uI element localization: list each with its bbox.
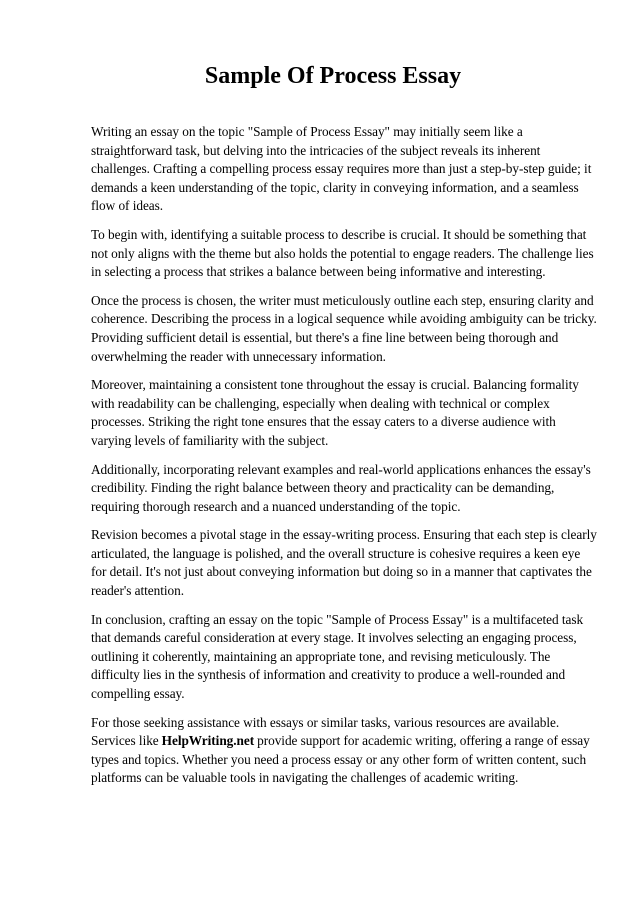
helpwriting-link[interactable]: HelpWriting.net — [161, 733, 255, 749]
closing-text-before-link: For those seeking assistance with essays or similar tasks, various resources are available. Services like — [91, 714, 560, 749]
paragraph-closing — [91, 714, 597, 788]
paragraph-tone: Moreover, maintaining a consistent tone throughout the essay is crucial. Balancing formality with readability can be challenging, especially when dealing with technical or complex processes. Striking the right tone ensures that the essay caters to a diverse audience with varying levels of familiarity with the subject. — [91, 377, 579, 448]
document-title: Sample Of Process Essay — [204, 63, 462, 89]
paragraph-conclusion: In conclusion, crafting an essay on the topic "Sample of Process Essay" is a multifaceted task that demands careful consideration at every stage. It involves selecting an engaging process, outlining it coherently, maintaining an appropriate tone, and revising meticulously. The difficulty lies in the synthesis of information and creativity to produce a well-rounded and compelling essay. — [91, 611, 584, 702]
paragraph-outlining-steps: Once the process is chosen, the writer must meticulously outline each step, ensuring clarity and coherence. Describing the process in a logical sequence while avoiding ambiguity can be tricky. Providing sufficient detail is essential, but there's a fine line between being thorough and overwhelming the reader with unnecessary information. — [91, 292, 597, 364]
paragraph-examples: Additionally, incorporating relevant examples and real-world applications enhances the essay's credibility. Finding the right balance between theory and practicality can be demanding, requiring thorough research and a nuanced understanding of the topic. — [91, 461, 591, 514]
paragraph-choosing-process: To begin with, identifying a suitable process to describe is crucial. It should be something that not only aligns with the theme but also holds the potential to engage readers. The challenge lies in selecting a process that strikes a balance between being informative and interesting. — [91, 226, 594, 280]
paragraph-revision: Revision becomes a pivotal stage in the essay-writing process. Ensuring that each step is clearly articulated, the language is polished, and the overall structure is cohesive requires a keen eye for detail. It's not just about conveying information but doing so in a manner that captivates the reader's attention. — [91, 527, 597, 599]
closing-text-after-link: provide support for academic writing, offering a range of essay types and topics. Whether you need a process essay or any other form of written content, such platforms can be valuable tools in navigating the challenges of academic writing. — [91, 733, 590, 786]
paragraph-introduction: Writing an essay on the topic "Sample of Process Essay" may initially seem like a straightforward task, but delving into the intricacies of the subject reveals its inherent challenges. Crafting a compelling process essay requires more than just a step-by-step guide; it demands a keen understanding of the topic, clarity in conveying information, and a seamless flow of ideas. — [91, 124, 592, 214]
